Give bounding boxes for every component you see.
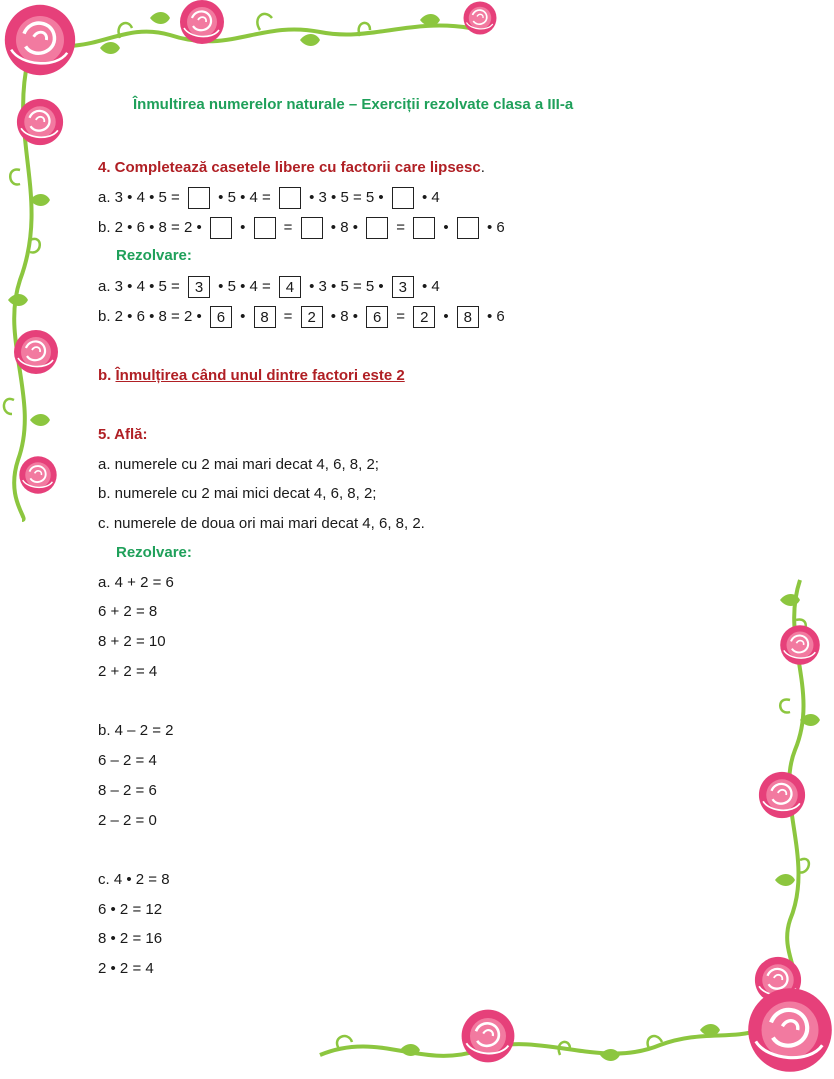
exercise-4-solution-label: Rezolvare: [116, 247, 192, 264]
ex4-b-text: = [392, 218, 410, 236]
exercise-5-solution-label: Rezolvare: [116, 544, 192, 561]
section-b-prefix: b. [98, 367, 116, 384]
solution-b-line: b. 4 – 2 = 2 [98, 722, 174, 739]
solution-b-line: 6 – 2 = 4 [98, 752, 157, 769]
answer-box: 8 [457, 306, 479, 328]
solution-a-line: 6 + 2 = 8 [98, 603, 158, 620]
ex4-a-text: • 3 • 5 = 5 • [304, 277, 388, 295]
exercise-4-b-solution [98, 306, 505, 328]
answer-box: 8 [254, 306, 276, 328]
ex4-b-text: • 6 [482, 307, 505, 325]
page-title: Înmultirea numerelor naturale – Exerciții rezolvate clasa a III-a [133, 96, 574, 113]
solution-c-line: 6 • 2 = 12 [98, 901, 163, 918]
exercise-4-a-line [98, 187, 440, 209]
ex4-b-text: = [279, 307, 297, 325]
ex4-a-text: • 4 [417, 188, 440, 206]
ex4-a-text: a. 3 • 4 • 5 = [98, 188, 184, 206]
answer-box: 2 [413, 306, 435, 328]
answer-box: 6 [210, 306, 232, 328]
empty-box[interactable] [301, 217, 323, 239]
solution-c-line: 8 • 2 = 16 [98, 930, 163, 947]
empty-box[interactable] [366, 217, 388, 239]
ex4-a-text: a. 3 • 4 • 5 = [98, 277, 184, 295]
answer-box: 3 [392, 276, 414, 298]
exercise-4-b-line [98, 217, 505, 239]
section-b-title: Înmulțirea când unul dintre factori este 2 [115, 367, 405, 384]
empty-box[interactable] [210, 217, 232, 239]
solution-c-line: 2 • 2 = 4 [98, 960, 154, 977]
solution-b-line: 2 – 2 = 0 [98, 812, 157, 829]
answer-box: 3 [188, 276, 210, 298]
empty-box[interactable] [457, 217, 479, 239]
ex4-b-text: • [439, 218, 453, 236]
ex4-b-text: = [279, 218, 297, 236]
empty-box[interactable] [254, 217, 276, 239]
empty-box[interactable] [188, 187, 210, 209]
ex4-a-text: • 5 • 4 = [213, 277, 275, 295]
ex4-b-text: • 6 [482, 218, 505, 236]
solution-a-line: 8 + 2 = 10 [98, 633, 166, 650]
empty-box[interactable] [392, 187, 414, 209]
solution-a-line: a. 4 + 2 = 6 [98, 574, 174, 591]
ex4-b-text: b. 2 • 6 • 8 = 2 • [98, 218, 206, 236]
exercise-4-heading-text: 4. Completează casetele libere cu factorii care lipsesc [98, 159, 481, 176]
solution-b-line: 8 – 2 = 6 [98, 782, 157, 799]
answer-box: 2 [301, 306, 323, 328]
exercise-5-task-b: b. numerele cu 2 mai mici decat 4, 6, 8, 2; [98, 485, 377, 502]
exercise-5-task-a: a. numerele cu 2 mai mari decat 4, 6, 8, 2; [98, 456, 379, 473]
solution-c-line: c. 4 • 2 = 8 [98, 871, 170, 888]
ex4-b-text: • [235, 218, 250, 236]
empty-box[interactable] [279, 187, 301, 209]
ex4-b-text: • [439, 307, 453, 325]
answer-box: 6 [366, 306, 388, 328]
ex4-a-text: • 4 [417, 277, 440, 295]
answer-box: 4 [279, 276, 301, 298]
ex4-a-text: • 5 • 4 = [213, 188, 275, 206]
exercise-5-heading: 5. Află: [98, 426, 148, 443]
ex4-a-text: • 3 • 5 = 5 • [304, 188, 388, 206]
empty-box[interactable] [413, 217, 435, 239]
ex4-b-text: = [392, 307, 410, 325]
exercise-4-a-solution [98, 276, 440, 298]
exercise-4-heading-dot: . [480, 159, 485, 176]
ex4-b-text: • 8 • [326, 307, 363, 325]
ex4-b-text: b. 2 • 6 • 8 = 2 • [98, 307, 206, 325]
ex4-b-text: • [235, 307, 250, 325]
ex4-b-text: • 8 • [326, 218, 363, 236]
exercise-5-task-c: c. numerele de doua ori mai mari decat 4, 6, 8, 2. [98, 515, 425, 532]
section-b-heading [98, 366, 405, 386]
exercise-4-heading [98, 158, 485, 178]
solution-a-line: 2 + 2 = 4 [98, 663, 158, 680]
